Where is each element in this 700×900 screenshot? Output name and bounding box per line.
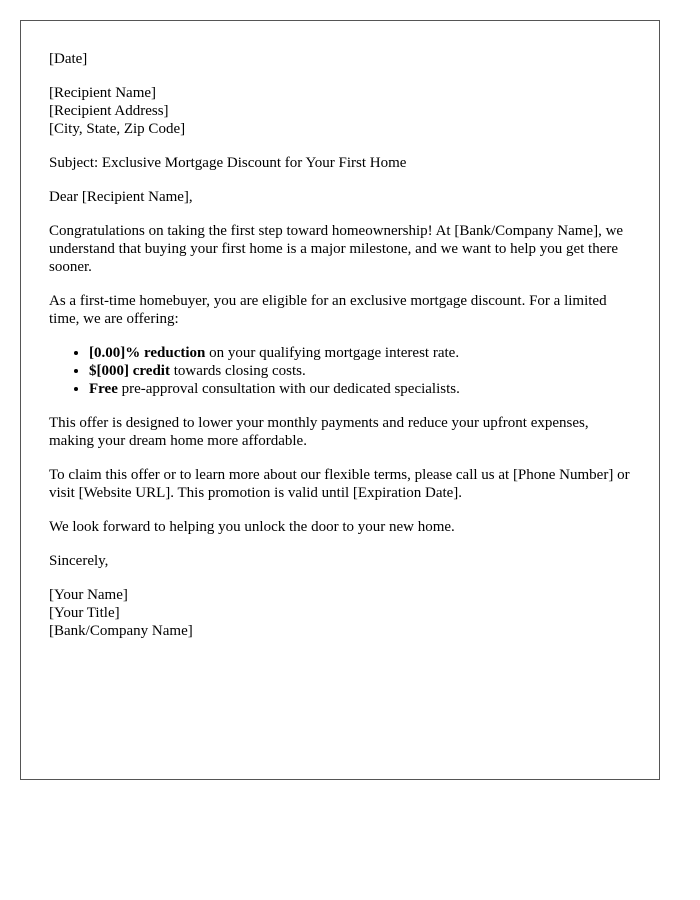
recipient-city-state-zip: [City, State, Zip Code] <box>49 121 186 137</box>
benefit-closing-credit <box>89 362 631 380</box>
paragraph-closing-remark: We look forward to helping you unlock the door to your new home. <box>49 519 455 535</box>
date-line <box>49 50 631 68</box>
signature-block <box>49 586 631 640</box>
benefit-closing-credit-text: towards closing costs. <box>169 363 306 379</box>
benefit-free-consultation <box>89 380 631 398</box>
signature-company: [Bank/Company Name] <box>49 623 193 639</box>
benefit-closing-credit-highlight: $[000] credit <box>89 363 170 379</box>
benefit-rate-reduction <box>89 344 631 362</box>
salutation: Dear [Recipient Name], <box>49 189 193 205</box>
recipient-name: [Recipient Name] <box>49 85 157 101</box>
benefit-free-consultation-text: pre-approval consultation with our dedicated specialists. <box>117 381 460 397</box>
benefits-list <box>49 344 631 398</box>
date: [Date] <box>49 51 88 67</box>
letter-page <box>20 20 660 780</box>
benefit-rate-reduction-text: on your qualifying mortgage interest rate. <box>205 345 460 361</box>
recipient-block <box>49 84 631 138</box>
signature-name: [Your Name] <box>49 587 128 603</box>
recipient-address: [Recipient Address] <box>49 103 169 119</box>
paragraph-claim-offer: To claim this offer or to learn more about our flexible terms, please call us at [Phone Number] or visit [Website URL]. This promotion is valid until [Expiration Date]. <box>49 467 630 501</box>
paragraph-eligibility: As a first-time homebuyer, you are eligible for an exclusive mortgage discount. For a limited time, we are offering: <box>49 293 607 327</box>
closing: Sincerely, <box>49 553 109 569</box>
benefit-free-consultation-highlight: Free <box>89 381 118 397</box>
subject-line: Subject: Exclusive Mortgage Discount for Your First Home <box>49 155 407 171</box>
benefit-rate-reduction-highlight: [0.00]% reduction <box>89 345 206 361</box>
paragraph-intro: Congratulations on taking the first step toward homeownership! At [Bank/Company Name], we understand that buying your first home is a major milestone, and we want to help you get there sooner. <box>49 223 624 275</box>
paragraph-offer-purpose: This offer is designed to lower your monthly payments and reduce your upfront expenses, making your dream home more affordable. <box>49 415 589 449</box>
signature-title: [Your Title] <box>49 605 120 621</box>
